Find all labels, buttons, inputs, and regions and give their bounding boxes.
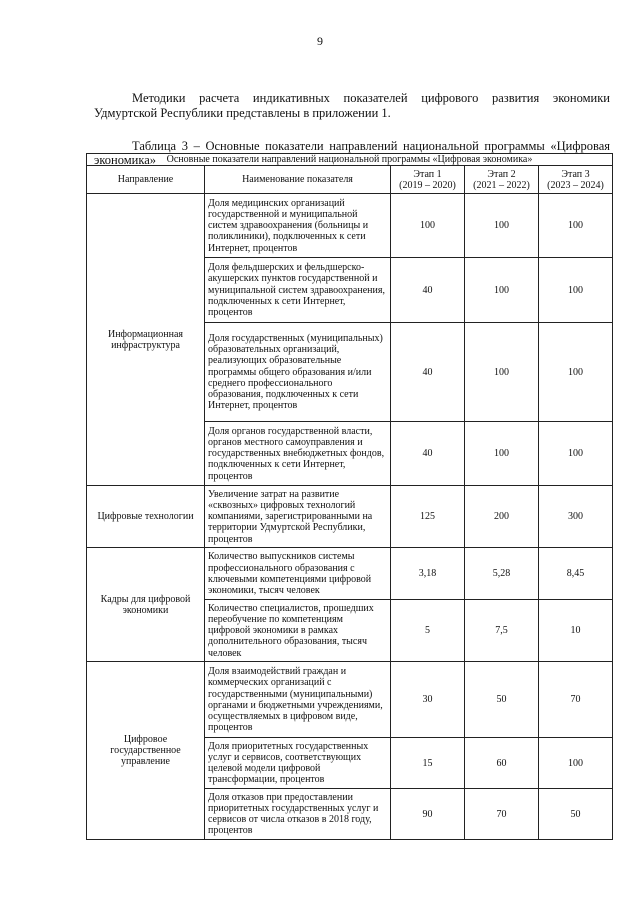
stage3-value: 100 — [539, 258, 613, 323]
header-stage1-label: Этап 1 — [413, 168, 442, 180]
header-stage3-years: (2023 – 2024) — [547, 179, 604, 191]
stage3-value: 100 — [539, 738, 613, 789]
stage2-value: 100 — [465, 422, 539, 486]
stage3-value: 100 — [539, 323, 613, 422]
table-row — [87, 662, 613, 738]
indicator-cell: Доля взаимодействий граждан и коммерческих организаций с государственными (муниципальными) органами и бюджетными учреждениями, осуществляемых в цифровом виде, процентов — [205, 662, 391, 738]
stage2-value: 200 — [465, 486, 539, 548]
stage2-value: 100 — [465, 194, 539, 258]
stage2-value: 50 — [465, 662, 539, 738]
table-row — [87, 548, 613, 600]
stage2-value: 5,28 — [465, 548, 539, 600]
stage1-value: 30 — [391, 662, 465, 738]
stage2-value: 60 — [465, 738, 539, 789]
stage2-value: 100 — [465, 258, 539, 323]
table-title: Основные показатели направлений национальной программы «Цифровая экономика» — [87, 154, 613, 166]
stage1-value: 40 — [391, 422, 465, 486]
indicator-cell: Доля государственных (муниципальных) образовательных организаций, реализующих образовательные программы общего образования и/или среднего профессионального образования, подключенных к сети Интернет, процентов — [205, 323, 391, 422]
stage3-value: 8,45 — [539, 548, 613, 600]
page-number: 9 — [317, 34, 323, 48]
header-stage2 — [465, 166, 539, 194]
indicator-cell: Доля органов государственной власти, органов местного самоуправления и государственных внебюджетных фондов, подключенных к сети Интернет, процентов — [205, 422, 391, 486]
indicators-table — [86, 153, 613, 840]
table-row — [87, 486, 613, 548]
header-indicator: Наименование показателя — [205, 166, 391, 194]
stage2-value: 7,5 — [465, 600, 539, 662]
header-stage3 — [539, 166, 613, 194]
header-direction: Направление — [87, 166, 205, 194]
indicator-cell: Количество выпускников системы профессионального образования с ключевыми компетенциями цифровой экономики, тысяч человек — [205, 548, 391, 600]
stage2-value: 70 — [465, 789, 539, 840]
stage1-value: 125 — [391, 486, 465, 548]
indicator-cell: Доля отказов при предоставлении приоритетных государственных услуг и сервисов от числа отказов в 2018 году, процентов — [205, 789, 391, 840]
stage1-value: 40 — [391, 323, 465, 422]
stage3-value: 50 — [539, 789, 613, 840]
stage3-value: 10 — [539, 600, 613, 662]
stage1-value: 100 — [391, 194, 465, 258]
header-stage2-label: Этап 2 — [487, 168, 516, 180]
indicator-cell: Доля медицинских организаций государственной и муниципальной систем здравоохранения (больницы и поликлиники), подключенных к сети Интернет, процентов — [205, 194, 391, 258]
table-title-row — [87, 154, 613, 166]
stage1-value: 90 — [391, 789, 465, 840]
header-stage2-years: (2021 – 2022) — [473, 179, 530, 191]
indicator-cell: Количество специалистов, прошедших переобучение по компетенциям цифровой экономики в рамках дополнительного образования, тысяч человек — [205, 600, 391, 662]
intro-paragraph: Методики расчета индикативных показателей цифрового развития экономики Удмуртской Республики представлены в приложении 1. — [94, 90, 610, 120]
direction-cell: Информационная инфраструктура — [87, 194, 205, 486]
direction-cell: Кадры для цифровой экономики — [87, 548, 205, 662]
stage1-value: 40 — [391, 258, 465, 323]
indicator-cell: Увеличение затрат на развитие «сквозных» цифровых технологий компаниями, зарегистрированными на территории Удмуртской Республики, процентов — [205, 486, 391, 548]
table-row — [87, 194, 613, 258]
stage3-value: 300 — [539, 486, 613, 548]
stage2-value: 100 — [465, 323, 539, 422]
direction-cell: Цифровое государственное управление — [87, 662, 205, 840]
header-stage1-years: (2019 – 2020) — [399, 179, 456, 191]
table-header-row — [87, 166, 613, 194]
header-stage3-label: Этап 3 — [561, 168, 590, 180]
stage1-value: 15 — [391, 738, 465, 789]
table-caption: Таблица 3 – Основные показатели направлений национальной программы «Цифровая экономика» — [94, 138, 610, 167]
direction-cell: Цифровые технологии — [87, 486, 205, 548]
stage1-value: 3,18 — [391, 548, 465, 600]
stage3-value: 100 — [539, 422, 613, 486]
header-stage1 — [391, 166, 465, 194]
indicator-cell: Доля приоритетных государственных услуг и сервисов, соответствующих целевой модели цифровой трансформации, процентов — [205, 738, 391, 789]
indicator-cell: Доля фельдшерских и фельдшерско-акушерских пунктов государственной и муниципальной систем здравоохранения, подключенных к сети Интернет, процентов — [205, 258, 391, 323]
stage3-value: 100 — [539, 194, 613, 258]
stage3-value: 70 — [539, 662, 613, 738]
stage1-value: 5 — [391, 600, 465, 662]
